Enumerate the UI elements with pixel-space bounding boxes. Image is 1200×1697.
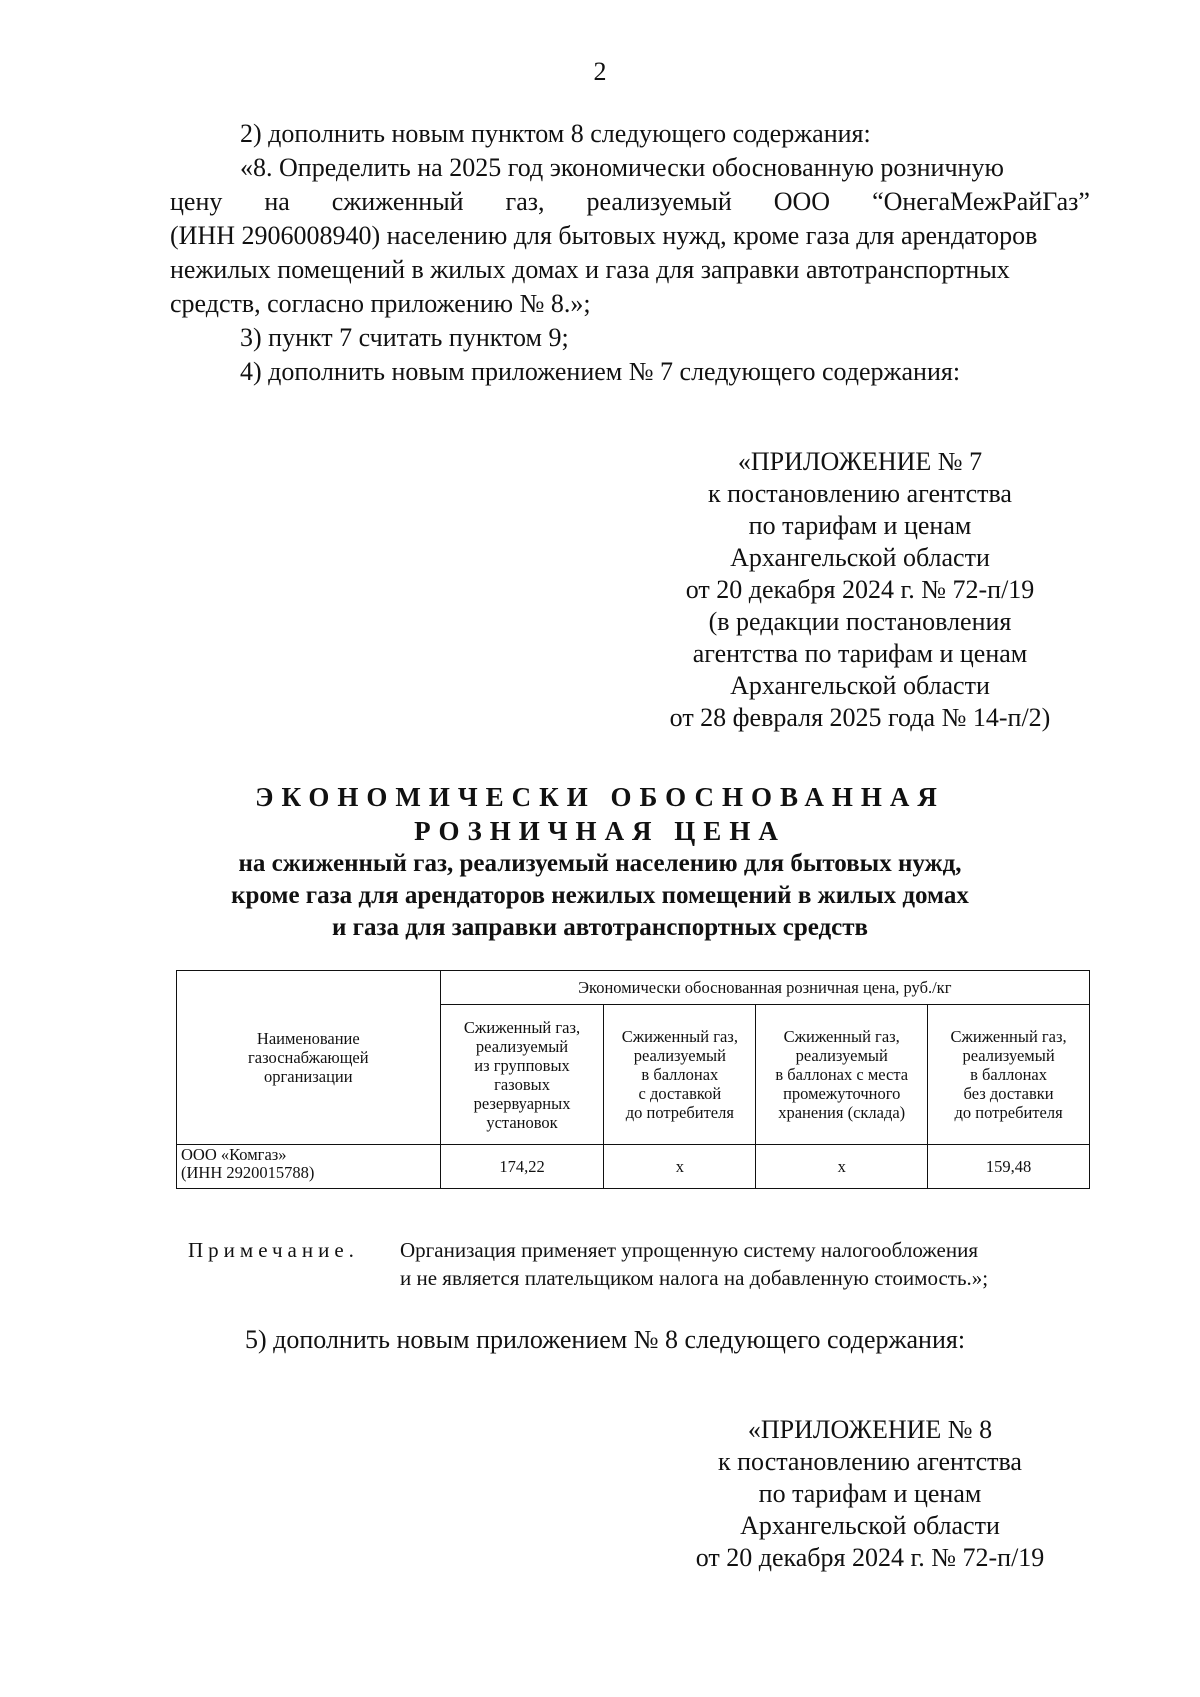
org-name: ООО «Комгаз» [181, 1145, 287, 1164]
title-line-2: РОЗНИЧНАЯ ЦЕНА [414, 816, 786, 846]
column-header-line: до потребителя [625, 1103, 734, 1122]
price-cell: 174,22 [440, 1145, 604, 1189]
price-cell: х [756, 1145, 928, 1189]
item-2-paragraph-line-2 [170, 186, 1090, 218]
item-3: 3) пункт 7 считать пунктом 9; [240, 323, 569, 352]
column-header-line: газовых [494, 1074, 550, 1094]
item-5: 5) дополнить новым приложением № 8 следующего содержания: [245, 1325, 966, 1354]
word: на [264, 187, 290, 216]
org-inn: (ИНН 2920015788) [181, 1163, 315, 1182]
column-header-line: Сжиженный газ, [463, 1017, 581, 1037]
column-header-line: в баллонах с места [775, 1065, 909, 1084]
item-2-intro: 2) дополнить новым пунктом 8 следующего содержания: [240, 119, 871, 148]
column-header-line: Сжиженный газ, [621, 1027, 738, 1046]
word: “ОнегаМежРайГаз” [872, 187, 1090, 216]
column-header-line: резервуарных [473, 1093, 571, 1113]
item-2-paragraph-line-3: (ИНН 2906008940) населению для бытовых нужд, кроме газа для арендаторов [170, 221, 1038, 250]
column-header-line: реализуемый [962, 1046, 1055, 1065]
note-line-2: и не является плательщиком налога на добавленную стоимость.»; [400, 1266, 989, 1290]
column-header-line: в баллонах [970, 1065, 1048, 1084]
column-header-line: до потребителя [954, 1103, 1063, 1122]
column-header-line: в баллонах [641, 1065, 719, 1084]
item-2-paragraph-line-5: средств, согласно приложению № 8.»; [170, 289, 591, 318]
item-2-paragraph-line-4: нежилых помещений в жилых домах и газа для заправки автотранспортных [170, 255, 1010, 284]
appendix-8-line: от 20 декабря 2024 г. № 72-п/19 [695, 1543, 1045, 1572]
column-header-line: Сжиженный газ, [783, 1027, 900, 1046]
column-header-3 [756, 1005, 928, 1145]
column-header-line: установок [486, 1112, 558, 1132]
org-name-cell [177, 1145, 441, 1189]
column-header-line: Сжиженный газ, [950, 1027, 1067, 1046]
appendix-8-line: «ПРИЛОЖЕНИЕ № 8 [747, 1415, 993, 1444]
word: реализуемый [586, 187, 732, 216]
appendix-7-line: от 28 февраля 2025 года № 14-п/2) [669, 703, 1051, 732]
note-label-text: Примечание. [188, 1238, 359, 1262]
appendix-7-line: «ПРИЛОЖЕНИЕ № 7 [737, 447, 983, 476]
word: ООО [773, 187, 831, 216]
appendix-7-line: агентства по тарифам и ценам [692, 639, 1028, 668]
word: сжиженный [331, 187, 464, 216]
note-label [188, 1236, 359, 1264]
column-header-1 [440, 1005, 604, 1145]
org-header-line: организации [264, 1067, 353, 1086]
appendix-8-line: к постановлению агентства [718, 1447, 1022, 1476]
title-line-5: и газа для заправки автотранспортных средств [331, 914, 869, 941]
org-header-cell [177, 971, 441, 1145]
column-header-line: реализуемый [633, 1046, 726, 1065]
price-cell: 159,48 [928, 1145, 1090, 1189]
title-line-4: кроме газа для арендаторов нежилых помещений в жилых домах [231, 882, 969, 909]
appendix-7-line: (в редакции постановления [708, 607, 1012, 636]
group-header-cell: Экономически обоснованная розничная цена, руб./кг [440, 971, 1089, 1005]
appendix-7-line: Архангельской области [730, 543, 990, 572]
page-number: 2 [593, 57, 607, 86]
price-cell: х [604, 1145, 756, 1189]
appendix-7-line: Архангельской области [730, 671, 990, 700]
org-header-line: газоснабжающей [248, 1048, 369, 1067]
appendix-8-line: по тарифам и ценам [758, 1479, 982, 1508]
appendix-7-line: к постановлению агентства [708, 479, 1012, 508]
item-4: 4) дополнить новым приложением № 7 следующего содержания: [240, 357, 961, 386]
appendix-8-line: Архангельской области [740, 1511, 1000, 1540]
column-header-line: из групповых [474, 1055, 570, 1075]
word: цену [170, 187, 223, 216]
title-line-3: на сжиженный газ, реализуемый населению для бытовых нужд, [238, 850, 962, 877]
table-header-row [177, 971, 1090, 1005]
appendix-7-line: от 20 декабря 2024 г. № 72-п/19 [685, 575, 1035, 604]
column-header-line: промежуточного [783, 1084, 901, 1103]
price-table [176, 970, 1090, 1189]
item-2-paragraph-line-1: «8. Определить на 2025 год экономически обоснованную розничную [240, 153, 1004, 182]
column-header-4 [928, 1005, 1090, 1145]
column-header-line: реализуемый [475, 1036, 569, 1056]
title-line-1: ЭКОНОМИЧЕСКИ ОБОСНОВАННАЯ [255, 782, 945, 812]
appendix-7-line: по тарифам и ценам [748, 511, 972, 540]
word: газ, [505, 187, 545, 216]
org-header-line: Наименование [256, 1029, 360, 1048]
column-header-line: с доставкой [638, 1084, 722, 1103]
note-line-1: Организация применяет упрощенную систему налогообложения [400, 1238, 978, 1262]
appendix-7-header [650, 446, 1070, 734]
column-header-line: реализуемый [795, 1046, 888, 1065]
appendix-8-header [660, 1414, 1080, 1574]
column-header-line: хранения (склада) [778, 1103, 906, 1122]
table-row [177, 1145, 1090, 1189]
column-header-line: без доставки [963, 1084, 1054, 1103]
column-header-2 [604, 1005, 756, 1145]
